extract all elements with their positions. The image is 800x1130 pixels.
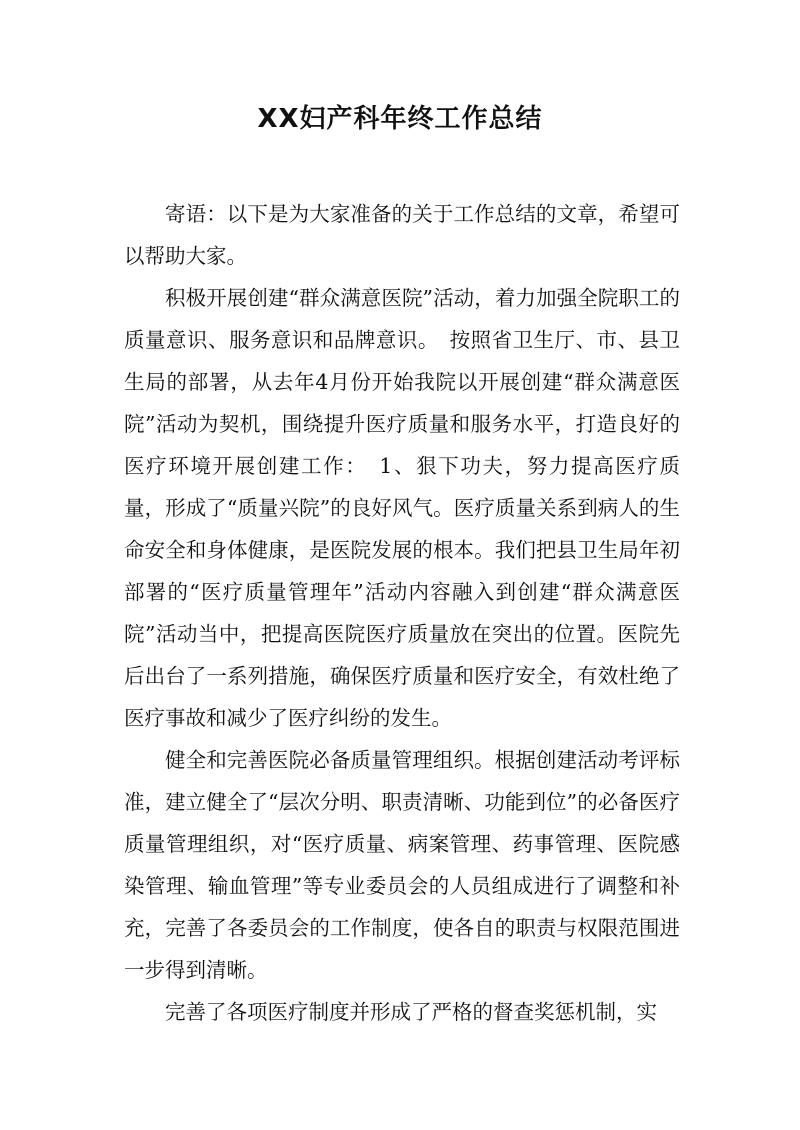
paragraph-activity: 积极开展创建“群众满意医院”活动，着力加强全院职工的质量意识、服务意识和品牌意识。 按照省卫生厅、市、县卫生局的部署，从去年4月份开始我院以开展创建“群众满意医院”活动为契机，围绕提升医疗质量和服务水平，打造良好的医疗环境开展创建工作： 1、狠下功夫，努力提高医疗质量，形成了“质量兴院”的良好风气。医疗质量关系到病人的生命安全和身体健康，是医院发展的根本。我们把县卫生局年初部署的“医疗质量管理年”活动内容融入到创建“群众满意医院”活动当中，把提高医院医疗质量放在突出的位置。医院先后出台了一系列措施，确保医疗质量和医疗安全，有效杜绝了医疗事故和减少了医疗纠纷的发生。: [124, 286, 680, 730]
document-title: XX妇产科年终工作总结: [257, 104, 543, 134]
paragraph-organization: 健全和完善医院必备质量管理组织。根据创建活动考评标准，建立健全了“层次分明、职责清晰、功能到位”的必备医疗质量管理组织，对“医疗质量、病案管理、药事管理、医院感染管理、输血管理”等专业委员会的人员组成进行了调整和补充，完善了各委员会的工作制度，使各自的职责与权限范围进一步得到清晰。: [124, 748, 680, 982]
document-body: [124, 193, 680, 1033]
paragraph-regulations: 完善了各项医疗制度并形成了严格的督查奖惩机制，实: [165, 1000, 657, 1024]
paragraph-greeting: 寄语：以下是为大家准备的关于工作总结的文章，希望可以帮助大家。: [124, 202, 680, 268]
